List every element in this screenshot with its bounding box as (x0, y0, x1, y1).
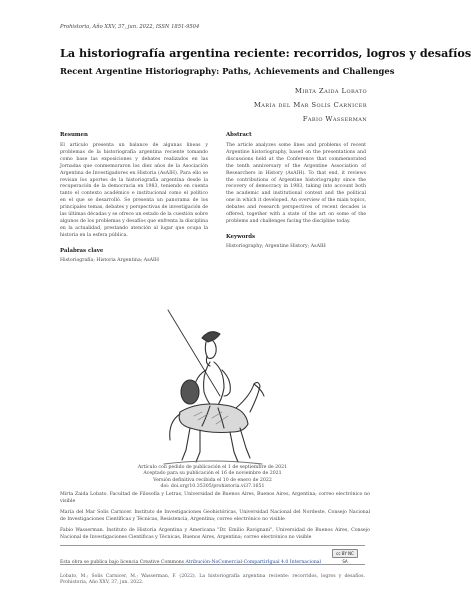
affiliation-3: Fabio Wasserman. Instituto de Historia Argentina y Americana "Dr. Emilio Ravignani", Universidad de Buenos Aires, Consejo Nacional de Investigaciones Científicas y Técnicas, Buenos Aires, Argentina; correo electrónico no visible (60, 528, 370, 540)
palabras-clave-heading: Palabras clave (60, 247, 104, 254)
author-3: Fabio Wasserman (302, 115, 367, 123)
divider-top (60, 545, 365, 546)
keywords: Historiography; Argentine History; AsAIH (226, 243, 326, 249)
license-text: Esta obra se publica bajo licencia Creative Commons (60, 560, 185, 565)
date-final-version: Versión definitiva recibida el 10 de enero de 2022 (153, 477, 272, 483)
publication-dates (60, 465, 365, 491)
resumen-section (60, 132, 208, 263)
date-submitted: Artículo con pedido de publicación el 1 de septiembre de 2021 (137, 465, 288, 470)
citation: Lobato, M.; Solís Carnicer, M.; Wasserman, F. (2022). La historiografía argentina reciente: recorridos, logros y desafíos. Prohistoria, Año XXV, 37, jun. 2022. (60, 574, 365, 586)
creative-commons-badge[interactable]: cc BY NC SA (332, 549, 358, 558)
title-spanish: La historiografía argentina reciente: recorridos, logros y desafíos (60, 46, 471, 60)
keywords-heading: Keywords (226, 233, 256, 240)
author-list (254, 84, 367, 126)
author-1: Mirta Zaida Lobato (294, 87, 367, 95)
resumen-text: El artículo presenta un balance de algunas líneas y problemas de la historiografía argentina reciente tomando como base las exposiciones y debates realizados en las Jornadas que conmemoraron los diez años de la Asociación Argentina de Investigadores en Historia (AsAIH). Para ello se revisan los aportes de la historiografía argentina desde la recuperación de la democracia en 1983, teniendo en cuenta tanto el contexto académico e institucional como el político en el que se desarrolló. Se presenta un panorama de los principales temas, debates y perspectivas de investigación de las últimas décadas y se ofrece un estado de la cuestión sobre algunos de los problemas y desafíos que enfrenta la disciplina en la actualidad, prestando atención al lugar que ocupa la historia en la esfera pública. (60, 143, 208, 238)
doi: doi: doi.org/10.35305/prohistoria.vi37.1651 (160, 484, 265, 490)
divider-bottom (60, 564, 365, 565)
abstract-text: The article analyzes some lines and problems of recent Argentine historiography, based on the presentations and discussions held at the Conference that commemorated the tenth anniversary of the Argentine Association of Researchers in History (AsAIH). To that end, it reviews the contributions of Argentine historiography since the recovery of democracy in 1983, taking into account both the academic and institutional context and the political one in which it developed. An overview of the main topics, debates and research perspectives of recent decades is offered, together with a state of the art on some of the problems and challenges facing the discipline today. (226, 143, 366, 224)
abstract-section (226, 132, 366, 249)
don-quixote-illustration (150, 300, 270, 468)
affiliation-2: María del Mar Solís Carnicer. Instituto de Investigaciones Geohistóricas, Universidad Nacional del Nordeste, Consejo Nacional de Investigaciones Científicas y Técnicas, Resistencia, Argentina; correo electrónico no visible (60, 510, 370, 522)
license-link[interactable]: Atribución-NoComercial-CompartirIgual 4.0 Internacional (185, 560, 321, 565)
abstract-heading: Abstract (226, 132, 252, 138)
running-head: Prohistoria, Año XXV, 37, jun. 2022, ISSN 1851-9504 (60, 24, 200, 30)
affiliation-1: Mirta Zaida Lobato. Facultad de Filosofía y Letras, Universidad de Buenos Aires, Buenos Aires, Argentina; correo electrónico no visible (60, 492, 370, 504)
resumen-heading: Resumen (60, 132, 88, 138)
author-2: María del Mar Solís Carnicer (253, 101, 367, 109)
title-english: Recent Argentine Historiography: Paths, Achievements and Challenges (60, 66, 395, 76)
date-accepted: Aceptado para su publicación el 16 de noviembre de 2021 (143, 471, 282, 477)
palabras-clave: Historiografía; Historia Argentina; AsAIH (60, 257, 159, 263)
